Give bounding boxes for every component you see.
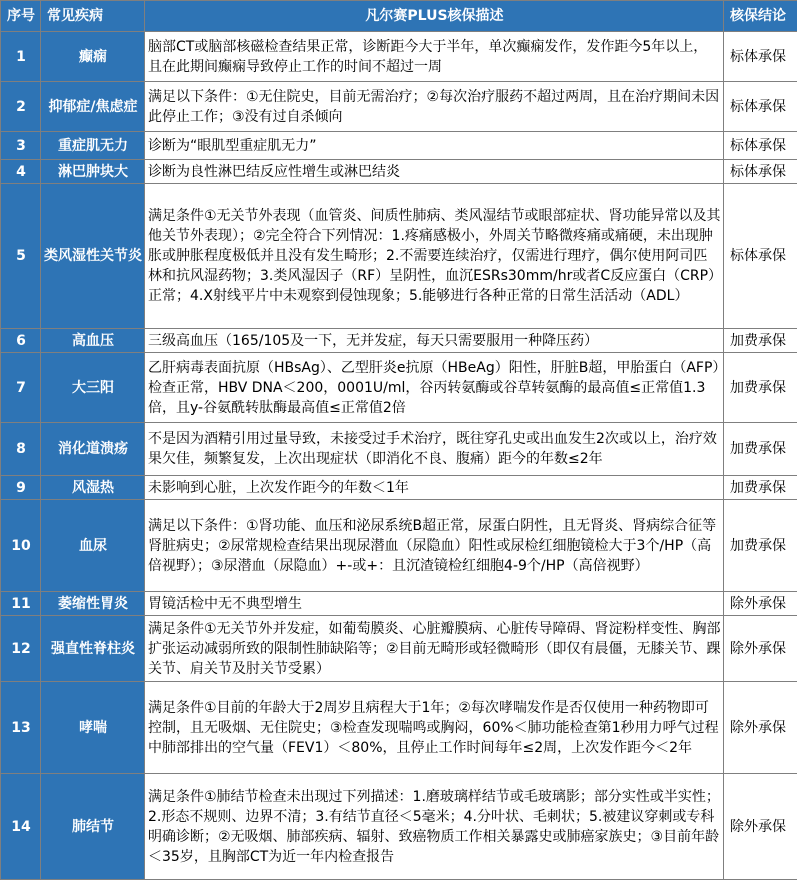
table-row xyxy=(1,184,797,329)
table-row xyxy=(1,500,797,592)
disease-name: 淋巴肿块大 xyxy=(41,160,145,184)
table-row xyxy=(1,82,797,132)
disease-name: 血尿 xyxy=(41,500,145,592)
table-row xyxy=(1,132,797,160)
row-number: 1 xyxy=(1,32,41,82)
disease-name: 强直性脊柱炎 xyxy=(41,616,145,682)
disease-name: 萎缩性胃炎 xyxy=(41,592,145,616)
underwriting-conclusion: 加费承保 xyxy=(724,329,797,353)
underwriting-conclusion: 除外承保 xyxy=(724,592,797,616)
underwriting-conclusion: 标体承保 xyxy=(724,32,797,82)
table-row xyxy=(1,353,797,423)
underwriting-description: 满足以下条件：①无住院史，目前无需治疗；②每次治疗服药不超过两周，且在治疗期间未因此停止工作；③没有过自杀倾向 xyxy=(145,82,724,132)
underwriting-description: 胃镜活检中无不典型增生 xyxy=(145,592,724,616)
table-row xyxy=(1,592,797,616)
underwriting-conclusion: 加费承保 xyxy=(724,500,797,592)
header-conclusion: 核保结论 xyxy=(724,1,797,32)
underwriting-conclusion: 加费承保 xyxy=(724,423,797,476)
row-number: 11 xyxy=(1,592,41,616)
underwriting-description: 乙肝病毒表面抗原（HBsAg）、乙型肝炎e抗原（HBeAg）阳性，肝脏B超，甲胎蛋白（AFP）检查正常，HBV DNA＜200，0001U/ml，谷丙转氨酶或谷草转氨酶的最高值≤正常值1.3倍，且y-谷氨酰转肽酶最高值≤正常值2倍 xyxy=(145,353,724,423)
underwriting-description: 满足条件①肺结节检查未出现过下列描述：1.磨玻璃样结节或毛玻璃影；部分实性或半实性；2.形态不规则、边界不清；3.有结节直径＜5毫米；4.分叶状、毛刺状；5.被建议穿刺或专科明确诊断；②无吸烟、肺部疾病、辐射、致癌物质工作相关暴露史或肺癌家族史；③目前年龄＜35岁，且胸部CT为近一年内检查报告 xyxy=(145,774,724,880)
header-description: 凡尔赛PLUS核保描述 xyxy=(145,1,724,32)
row-number: 3 xyxy=(1,132,41,160)
disease-name: 消化道溃疡 xyxy=(41,423,145,476)
underwriting-description: 满足条件①目前的年龄大于2周岁且病程大于1年；②每次哮喘发作是否仅使用一种药物即可控制，且无吸烟、无住院史；③检查发现喘鸣或胸闷，60%＜肺功能检查第1秒用力呼气过程中肺部排出的空气量（FEV1）＜80%，且停止工作时间每年≤2周，上次发作距今＜2年 xyxy=(145,682,724,774)
underwriting-description: 诊断为“眼肌型重症肌无力” xyxy=(145,132,724,160)
disease-name: 风湿热 xyxy=(41,476,145,500)
table-row xyxy=(1,32,797,82)
underwriting-conclusion: 除外承保 xyxy=(724,682,797,774)
underwriting-description: 满足条件①无关节外并发症，如葡萄膜炎、心脏瓣膜病、心脏传导障碍、肾淀粉样变性、胸部扩张运动减弱所致的限制性肺缺陷等；②目前无畸形或轻微畸形（即仅有晨僵，无膝关节、踝关节、肩关节及肘关节受累） xyxy=(145,616,724,682)
underwriting-description: 诊断为良性淋巴结反应性增生或淋巴结炎 xyxy=(145,160,724,184)
row-number: 7 xyxy=(1,353,41,423)
table-row xyxy=(1,423,797,476)
disease-name: 类风湿性关节炎 xyxy=(41,184,145,329)
table-row xyxy=(1,682,797,774)
row-number: 6 xyxy=(1,329,41,353)
underwriting-conclusion: 除外承保 xyxy=(724,616,797,682)
table-row xyxy=(1,616,797,682)
disease-name: 癫痫 xyxy=(41,32,145,82)
row-number: 5 xyxy=(1,184,41,329)
underwriting-description: 不是因为酒精引用过量导致，未接受过手术治疗，既往穿孔史或出血发生2次或以上，治疗效果欠佳，频繁复发，上次出现症状（即消化不良、腹痛）距今的年数≤2年 xyxy=(145,423,724,476)
disease-name: 重症肌无力 xyxy=(41,132,145,160)
header-disease: 常见疾病 xyxy=(41,1,145,32)
row-number: 8 xyxy=(1,423,41,476)
underwriting-conclusion: 除外承保 xyxy=(724,774,797,880)
underwriting-description: 满足条件①无关节外表现（血管炎、间质性肺病、类风湿结节或眼部症状、肾功能异常以及其他关节外表现）；②完全符合下列情况：1.疼痛感极小，外周关节略微疼痛或痛硬，未出现肿胀或肿胀程度极低并且没有发生畸形；2.不需要连续治疗，仅需进行理疗，偶尔使用阿司匹林和抗风湿药物；3.类风湿因子（RF）呈阴性，血沉ESRs30mm/hr或者C反应蛋白（CRP）正常；4.X射线平片中未观察到侵蚀现象；5.能够进行各种正常的日常生活活动（ADL） xyxy=(145,184,724,329)
underwriting-conclusion: 加费承保 xyxy=(724,476,797,500)
row-number: 13 xyxy=(1,682,41,774)
row-number: 14 xyxy=(1,774,41,880)
disease-name: 大三阳 xyxy=(41,353,145,423)
underwriting-description: 脑部CT或脑部核磁检查结果正常，诊断距今大于半年，单次癫痫发作，发作距今5年以上，且在此期间癫痫导致停止工作的时间不超过一周 xyxy=(145,32,724,82)
header-num: 序号 xyxy=(1,1,41,32)
table-row xyxy=(1,476,797,500)
table-header-row xyxy=(1,1,797,32)
row-number: 4 xyxy=(1,160,41,184)
disease-name: 高血压 xyxy=(41,329,145,353)
row-number: 2 xyxy=(1,82,41,132)
underwriting-description: 三级高血压（165/105及一下，无并发症，每天只需要服用一种降压药） xyxy=(145,329,724,353)
disease-name: 哮喘 xyxy=(41,682,145,774)
underwriting-description: 满足以下条件：①肾功能、血压和泌尿系统B超正常，尿蛋白阴性，且无肾炎、肾病综合征等肾脏病史；②尿常规检查结果出现尿潜血（尿隐血）阳性或尿检红细胞镜检大于3个/HP（高倍视野）；③尿潜血（尿隐血）+-或+：且沉渣镜检红细胞4-9个/HP（高倍视野） xyxy=(145,500,724,592)
underwriting-conclusion: 标体承保 xyxy=(724,184,797,329)
underwriting-description: 未影响到心脏，上次发作距今的年数＜1年 xyxy=(145,476,724,500)
underwriting-conclusion: 加费承保 xyxy=(724,353,797,423)
underwriting-conclusion: 标体承保 xyxy=(724,132,797,160)
row-number: 9 xyxy=(1,476,41,500)
disease-name: 抑郁症/焦虑症 xyxy=(41,82,145,132)
disease-name: 肺结节 xyxy=(41,774,145,880)
table-row xyxy=(1,774,797,880)
row-number: 10 xyxy=(1,500,41,592)
table-row xyxy=(1,160,797,184)
underwriting-conclusion: 标体承保 xyxy=(724,160,797,184)
row-number: 12 xyxy=(1,616,41,682)
underwriting-conclusion: 标体承保 xyxy=(724,82,797,132)
table-row xyxy=(1,329,797,353)
